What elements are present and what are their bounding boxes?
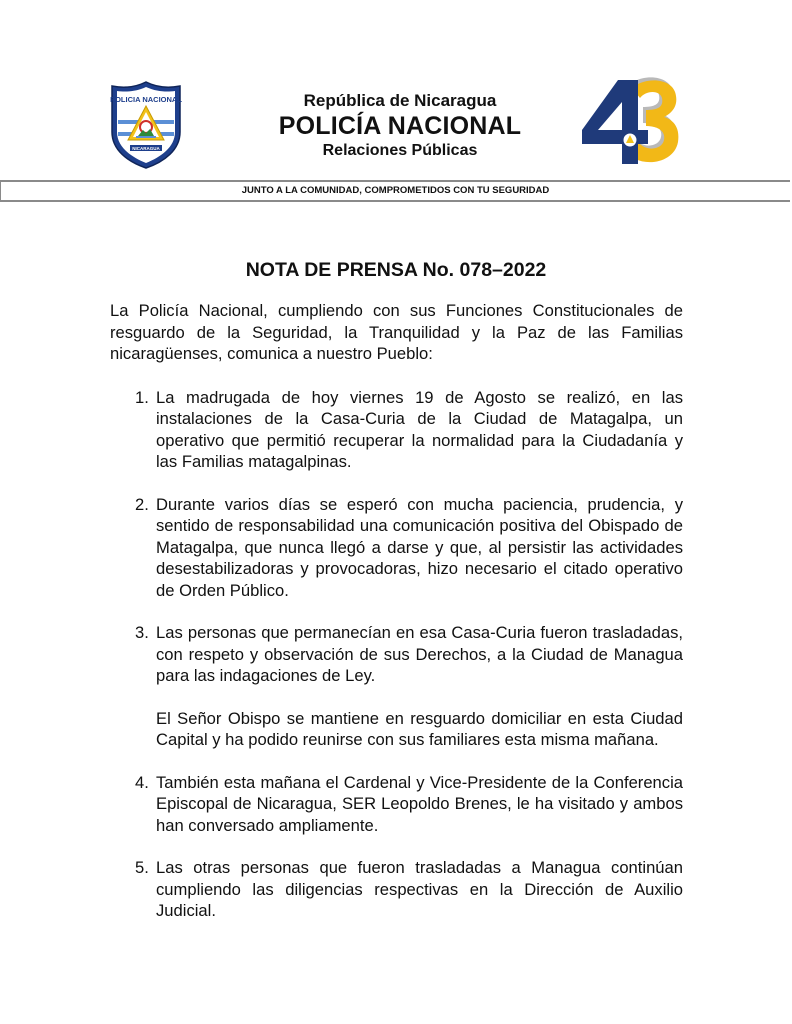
list-item-text: Las otras personas que fueron trasladadas a Managua continúan cumpliendo las diligencias respectivas en la Dirección de Auxilio Judicial. xyxy=(156,858,683,920)
list-item xyxy=(110,387,683,473)
intro-paragraph: La Policía Nacional, cumpliendo con sus Funciones Constitucionales de resguardo de la Seguridad, la Tranquilidad y la Paz de las Familias nicaragüenses, comunica a nuestro Pueblo: xyxy=(110,301,683,363)
badge-top-text: POLICIA NACIONAL xyxy=(110,95,182,104)
list-item-text: Durante varios días se esperó con mucha paciencia, prudencia, y sentido de responsabilidad una comunicación positiva del Obispado de Matagalpa, que nunca llegó a darse y que, al persistir las actividades desestabilizadoras y provocadoras, hizo necesario el citado operativo de Orden Público. xyxy=(156,494,683,600)
country-name: República de Nicaragua xyxy=(303,91,497,110)
anniversary-43-logo xyxy=(576,70,686,170)
numbered-list xyxy=(110,387,683,922)
list-item xyxy=(110,772,683,837)
list-item-text: También esta mañana el Cardenal y Vice-Presidente de la Conferencia Episcopal de Nicaragua, SER Leopoldo Brenes, le ha visitado y ambos han conversado ampliamente. xyxy=(156,772,683,835)
police-badge-icon xyxy=(110,80,182,170)
list-item-text: El Señor Obispo se mantiene en resguardo domiciliar en esta Ciudad Capital y ha podido reunirse con sus familiares esta misma mañana. xyxy=(156,708,683,749)
list-item xyxy=(110,857,683,922)
list-item xyxy=(110,494,683,602)
list-item-number: 1. xyxy=(135,387,149,407)
list-item-number: 3. xyxy=(135,623,149,642)
press-release-title: NOTA DE PRENSA No. 078–2022 xyxy=(245,259,547,281)
list-item-number: 5. xyxy=(135,858,149,877)
list-item-text: Las personas que permanecían en esa Casa-Curia fueron trasladadas, con respeto y observación de sus Derechos, a la Ciudad de Managua para las indagaciones de Ley. xyxy=(156,623,683,685)
press-release-body xyxy=(110,300,683,922)
motto-banner xyxy=(0,180,790,202)
letterhead xyxy=(250,90,550,162)
anniversary-number: 43 xyxy=(576,70,578,71)
badge-bottom-text: NICARAGUA xyxy=(132,146,160,151)
motto-text: JUNTO A LA COMUNIDAD, COMPROMETIDOS CON TU SEGURIDAD xyxy=(241,185,550,196)
organization-name: POLICÍA NACIONAL xyxy=(278,112,522,140)
list-item-number: 4. xyxy=(135,772,149,792)
department-name: Relaciones Públicas xyxy=(322,142,478,159)
list-item-text: La madrugada de hoy viernes 19 de Agosto se realizó, en las instalaciones de la Casa-Curia de la Ciudad de Matagalpa, un operativo que permitió recuperar la normalidad para la Ciudadanía y las Familias matagalpinas. xyxy=(156,387,683,471)
list-item xyxy=(110,622,683,751)
list-item-number: 2. xyxy=(135,494,149,514)
